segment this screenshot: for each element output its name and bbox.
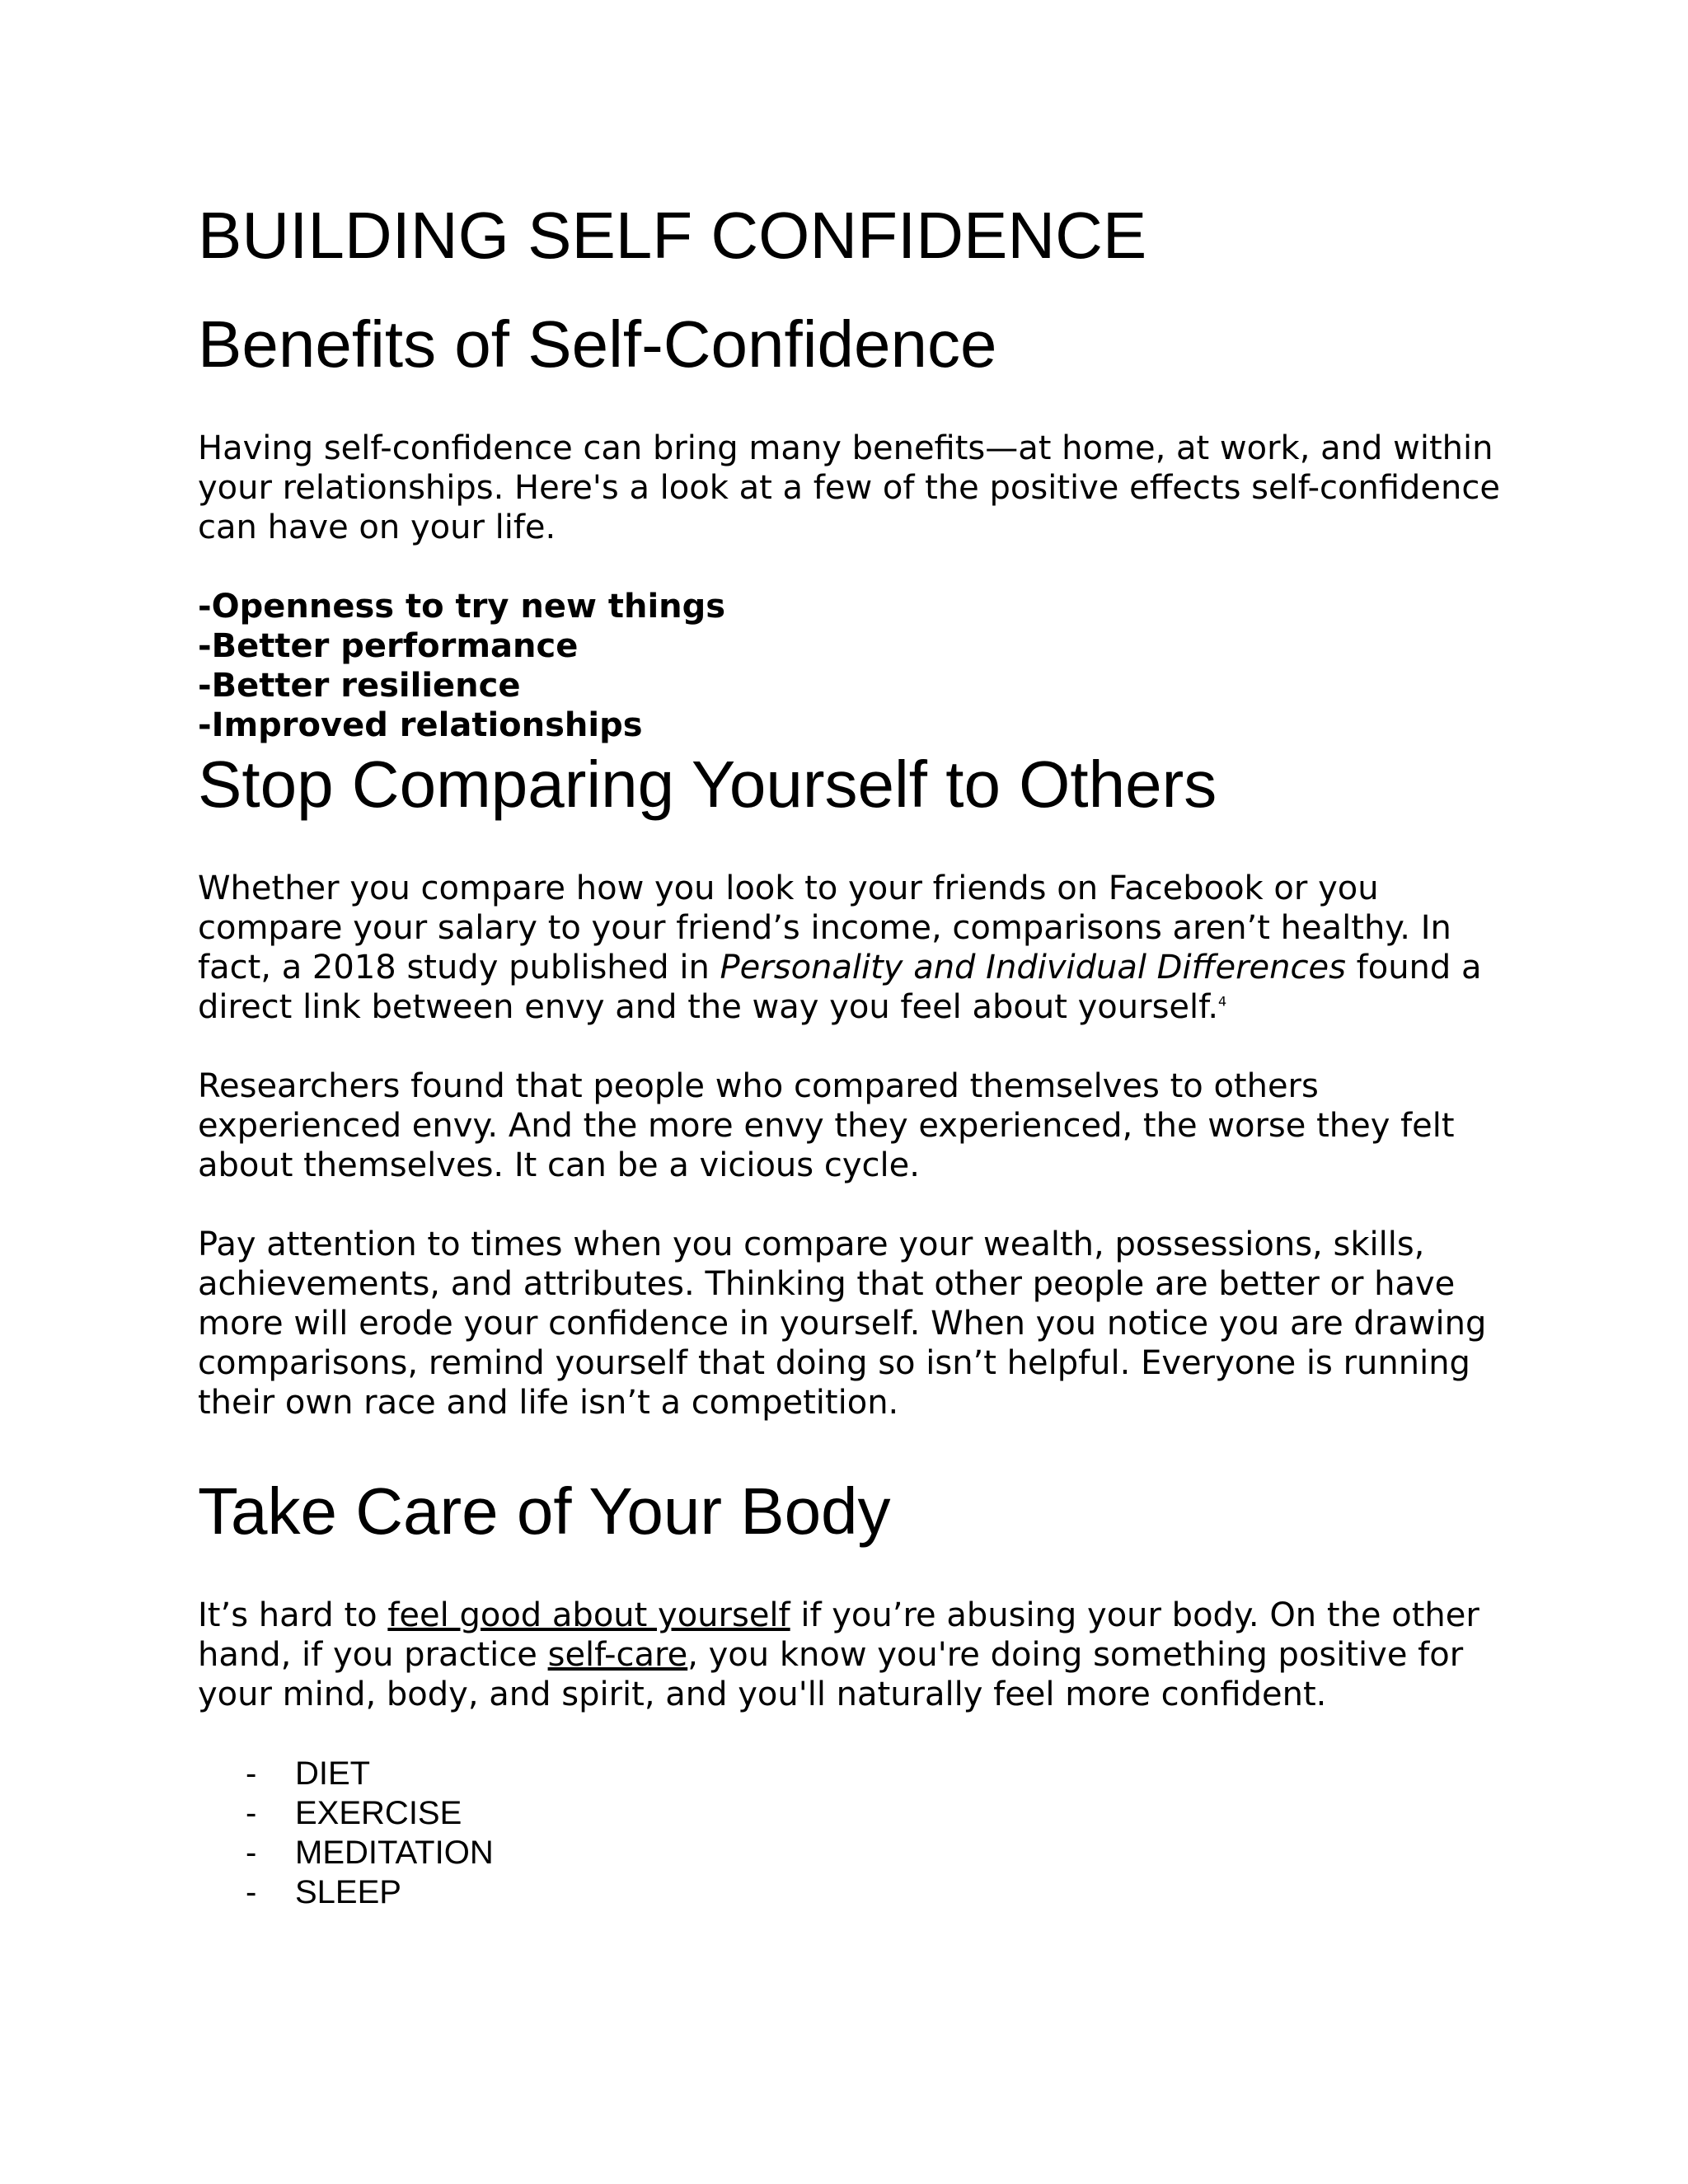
list-item xyxy=(198,1833,1500,1872)
self-care-text-mid: if you’re abusing your body. On the other hand, if you practice xyxy=(198,1596,1479,1674)
benefit-item: -Better performance xyxy=(198,627,579,665)
heading-benefits: Benefits of Self-Confidence xyxy=(198,307,997,381)
benefit-item: -Improved relationships xyxy=(198,706,643,744)
footnote-marker: 4 xyxy=(1218,993,1227,1010)
list-item xyxy=(198,1793,1500,1833)
list-item-label: SLEEP xyxy=(295,1874,401,1910)
list-item-label: EXERCISE xyxy=(295,1795,462,1831)
heading-stop-comparing: Stop Comparing Yourself to Others xyxy=(198,748,1217,821)
self-care-link[interactable]: self-care xyxy=(547,1636,688,1674)
comparison-text-start: Whether you compare how you look to your friends on Facebook or you compare your salary to your friend’s income, comparisons aren’t healthy. In fact, a 2018 study published in xyxy=(198,869,1451,987)
journal-name: Personality and Individual Differences xyxy=(720,949,1346,987)
list-dash: - xyxy=(246,1755,257,1792)
comparison-paragraph xyxy=(198,869,1500,1027)
comparison-text-end: found a direct link between envy and the way you feel about yourself. xyxy=(198,949,1482,1026)
heading-take-care: Take Care of Your Body xyxy=(198,1474,891,1548)
self-care-text-end: , you know you're doing something positive for your mind, body, and spirit, and you'll naturally feel more confident. xyxy=(198,1636,1464,1713)
benefit-item: -Openness to try new things xyxy=(198,588,726,626)
self-care-paragraph xyxy=(198,1596,1500,1714)
list-item xyxy=(198,1754,1500,1793)
list-item-label: MEDITATION xyxy=(295,1835,494,1871)
self-care-list xyxy=(198,1754,1500,1912)
self-care-text-start: It’s hard to xyxy=(198,1596,388,1634)
attention-paragraph: Pay attention to times when you compare your wealth, possessions, skills, achievements, and attributes. Thinking that other people are better or have more will erode your confidence in yourself. When you notice you are drawing comparisons, remind yourself that doing so isn’t helpful. Everyone is running their own race and life isn’t a competition. xyxy=(198,1226,1487,1422)
benefit-item: -Better resilience xyxy=(198,667,521,705)
list-item-label: DIET xyxy=(295,1755,371,1792)
feel-good-link[interactable]: feel good about yourself xyxy=(387,1596,790,1634)
document-title: BUILDING SELF CONFIDENCE xyxy=(198,199,1147,272)
benefits-intro-paragraph: Having self-confidence can bring many benefits—at home, at work, and within your relationships. Here's a look at a few of the positive effects self-confidence can have on your life. xyxy=(198,429,1500,546)
list-dash: - xyxy=(246,1835,257,1871)
benefits-list xyxy=(198,587,1500,745)
list-dash: - xyxy=(246,1874,257,1910)
list-item xyxy=(198,1872,1500,1912)
list-dash: - xyxy=(246,1795,257,1831)
research-paragraph: Researchers found that people who compared themselves to others experienced envy. And the more envy they experienced, the worse they felt about themselves. It can be a vicious cycle. xyxy=(198,1067,1455,1184)
document-body xyxy=(198,194,1500,1912)
